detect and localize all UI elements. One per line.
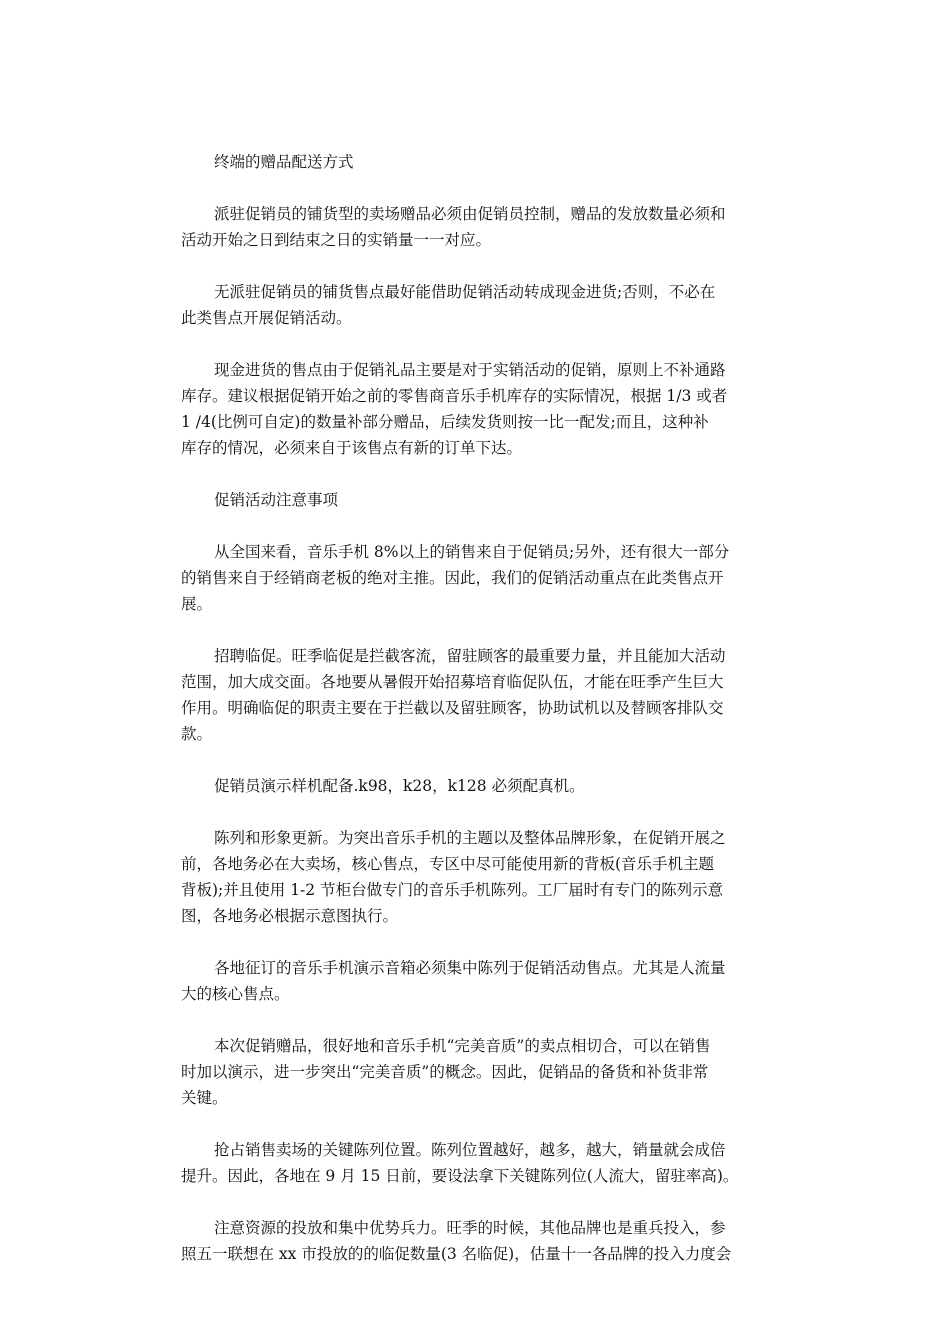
document-page [181, 149, 771, 1293]
paragraph [181, 773, 771, 799]
text-line: 图，各地务必根据示意图执行。 [181, 907, 399, 925]
text-line: 注意资源的投放和集中优势兵力。旺季的时候，其他品牌也是重兵投入，参 [214, 1219, 726, 1237]
text-line: 的销售来自于经销商老板的绝对主推。因此，我们的促销活动重点在此类售点开 [181, 569, 724, 587]
paragraph [181, 643, 771, 747]
text-line: 时加以演示，进一步突出“完美音质”的概念。因此，促销品的备货和补货非常 [181, 1063, 709, 1081]
paragraph [181, 1033, 771, 1111]
text-line: 终端的赠品配送方式 [214, 153, 354, 171]
text-line: 范围，加大成交面。各地要从暑假开始招募培育临促队伍，才能在旺季产生巨大 [181, 673, 724, 691]
paragraph [181, 201, 771, 253]
paragraph [181, 1215, 771, 1267]
text-line: 作用。明确临促的职责主要在于拦截以及留驻顾客，协助试机以及替顾客排队交 [181, 699, 724, 717]
text-line: 促销员演示样机配备.k98，k28，k128 必须配真机。 [214, 777, 585, 795]
text-line: 库存。建议根据促销开始之前的零售商音乐手机库存的实际情况，根据 1/3 或者 [181, 387, 728, 405]
section-heading [181, 149, 771, 175]
text-line: 此类售点开展促销活动。 [181, 309, 352, 327]
section-heading [181, 487, 771, 513]
text-line: 本次促销赠品，很好地和音乐手机“完美音质”的卖点相切合，可以在销售 [214, 1037, 711, 1055]
text-line: 款。 [181, 725, 213, 743]
paragraph [181, 357, 771, 461]
text-line: 派驻促销员的铺货型的卖场赠品必须由促销员控制，赠品的发放数量必须和 [214, 205, 726, 223]
text-line: 活动开始之日到结束之日的实销量一一对应。 [181, 231, 492, 249]
text-line: 从全国来看，音乐手机 8%以上的销售来自于促销员;另外，还有很大一部分 [214, 543, 730, 561]
text-line: 背板);并且使用 1-2 节柜台做专门的音乐手机陈列。工厂届时有专门的陈列示意 [181, 881, 724, 899]
paragraph [181, 825, 771, 929]
text-line: 抢占销售卖场的关键陈列位置。陈列位置越好，越多，越大，销量就会成倍 [214, 1141, 726, 1159]
paragraph [181, 1137, 771, 1189]
text-line: 促销活动注意事项 [214, 491, 339, 509]
text-line: 前，各地务必在大卖场，核心售点，专区中尽可能使用新的背板(音乐手机主题 [181, 855, 715, 873]
text-line: 1 /4(比例可自定)的数量补部分赠品，后续发货则按一比一配发;而且，这种补 [181, 413, 709, 431]
paragraph [181, 955, 771, 1007]
text-line: 招聘临促。旺季临促是拦截客流，留驻顾客的最重要力量，并且能加大活动 [214, 647, 726, 665]
text-line: 关键。 [181, 1089, 228, 1107]
text-line: 库存的情况，必须来自于该售点有新的订单下达。 [181, 439, 523, 457]
paragraph [181, 539, 771, 617]
text-line: 陈列和形象更新。为突出音乐手机的主题以及整体品牌形象，在促销开展之 [214, 829, 726, 847]
text-line: 提升。因此，各地在 9 月 15 日前，要设法拿下关键陈列位(人流大，留驻率高)。 [181, 1167, 739, 1185]
text-line: 大的核心售点。 [181, 985, 290, 1003]
text-line: 各地征订的音乐手机演示音箱必须集中陈列于促销活动售点。尤其是人流量 [214, 959, 726, 977]
text-line: 现金进货的售点由于促销礼品主要是对于实销活动的促销，原则上不补通路 [214, 361, 726, 379]
paragraph [181, 279, 771, 331]
text-line: 无派驻促销员的铺货售点最好能借助促销活动转成现金进货;否则，不必在 [214, 283, 716, 301]
text-line: 照五一联想在 xx 市投放的的临促数量(3 名临促)，估量十一各品牌的投入力度会 [181, 1245, 732, 1263]
text-line: 展。 [181, 595, 213, 613]
